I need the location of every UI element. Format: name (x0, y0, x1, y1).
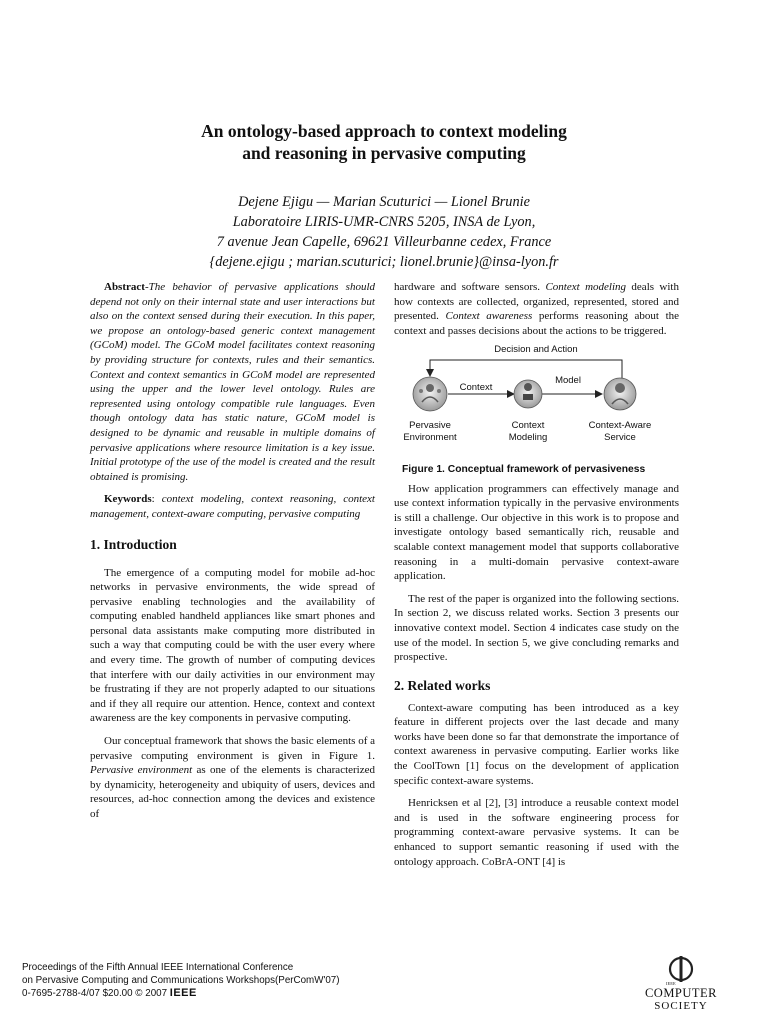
logo-computer: COMPUTER (644, 986, 718, 1000)
right-paragraph-4: Context-aware computing has been introduced as a key feature in different projects over the last decade and many works have been done so far that demonstrate the importance of context awareness in pervasive computing. Earlier works like the CoolTown [1] focus on the development of application specific context-aware systems. (394, 701, 679, 787)
node1-label-line2: Environment (403, 432, 457, 444)
fig-context-arrow-label: Context (459, 382, 493, 394)
emails: {dejene.ejigu ; marian.scuturici; lionel.brunie}@insa-lyon.fr (209, 254, 559, 270)
figure-caption: Figure 1. Conceptual framework of pervasiveness (402, 463, 646, 475)
node2-label-line1: Context (511, 420, 545, 432)
logo-society: SOCIETY (654, 1000, 708, 1012)
title-line-2: and reasoning in pervasive computing (242, 143, 526, 163)
affiliation: Laboratoire LIRIS-UMR-CNRS 5205, INSA de Lyon, (232, 214, 536, 230)
abstract-paragraph: Abstract-The behavior of pervasive applications should depend not only on their internal state and user interactions but also on the context sensed during their execution. In this paper, we propose an ontology-based generic context management (GCoM) model. The GCoM model facilitates context reasoning by providing structure for contexts, rules and their semantics. Context and context semantics in GCoM model are represented using the upper and the lower level ontology. Rules are represented using ontology compatible rule languages. Even though ontology data has static nature, GCoM model is designed to be dynamic and reusable in multiple domains of pervasive applications where resource limitation is a key issue. Initial prototype of the use of the model is created and the result obtained is promising. (90, 281, 375, 483)
node1-label-line1: Pervasive (409, 420, 451, 432)
context-aware-service-node (589, 378, 652, 443)
intro-paragraph-1: The emergence of a computing model for mobile ad-hoc networks in pervasive environments, the wide spread of pervasive enabling technologies and the availability of computing enabled handheld appliances like smart phones and personal data assistants make computing more distributed in such a way that computing could be with the user every where and every time. The growth of number of computing devices that interfere with our daily activities in our environment may be frustrating if they are not properly adapted to our situations and if they all require our attention. Hence, context and context awareness are the key components in pervasive computing. (90, 566, 375, 725)
right-p1-emphasis-1: Context modeling (545, 281, 627, 293)
right-paragraph-3: The rest of the paper is organized into the following sections. In section 2, we discuss related works. Section 3 presents our innovative context model. Section 4 indicates case study on the use of the model. In section 5, we give concluding remarks and prospective. (394, 592, 679, 664)
footer-line-3 (22, 987, 362, 1001)
section-heading-introduction: 1. Introduction (90, 536, 177, 552)
title-line-1: An ontology-based approach to context modeling (201, 121, 567, 141)
keywords-paragraph: Keywords: context modeling, context reasoning, context management, context-aware computing, pervasive computing (90, 493, 375, 520)
right-p1-emphasis-2: Context awareness (445, 310, 533, 323)
intro-p2-part-b: as one of the elements is characterized by dynamicity, heterogeneity and ubiquity of users, devices and resources, ad-hoc connection among the devices and existence of (90, 764, 375, 820)
node3-label-line2: Service (604, 432, 636, 444)
feedback-arrow (430, 360, 622, 382)
abstract-text: The behavior of pervasive applications should depend not only on their internal state and user interactions but also on the context sensed during their execution. In this paper, we propose an ontology-based generic context management (GCoM) model. The GCoM model facilitates context reasoning by providing structure for contexts, rules and their semantics. Context and context semantics in GCoM model are represented using the upper and the lower level ontology. Rules are represented using ontology compatible rule languages. Even though ontology data has static nature, GCoM model is designed to be dynamic and reusable in multiple domains of pervasive applications where resource limitation is a key issue. Initial prototype of the use of the model is created and the result obtained is promising. (90, 281, 375, 483)
abstract-label: Abstract (104, 281, 145, 293)
address: 7 avenue Jean Capelle, 69621 Villeurbanne cedex, France (216, 234, 552, 250)
computer-society-logo (636, 955, 726, 1019)
node2-label-line2: Modeling (508, 432, 548, 444)
right-p1-part-a: hardware and software sensors. (394, 281, 546, 293)
node3-label-line1: Context-Aware (588, 420, 652, 432)
footer-line-2: on Pervasive Computing and Communications Workshops(PerComW'07) (22, 974, 340, 986)
ieee-logo-text: IEEE (169, 987, 197, 999)
section-heading-related-works: 2. Related works (394, 677, 491, 693)
figure-1 (394, 342, 679, 477)
footer-isbn: 0-7695-2788-4/07 $20.00 © 2007 (22, 988, 170, 999)
intro-p2-part-a: Our conceptual framework that shows the basic elements of a pervasive computing environment is given in Figure 1. (90, 735, 375, 762)
right-p1-part-c: performs reasoning about the context and passes decisions about the actions to be triggered. (394, 310, 680, 337)
author-block (60, 192, 708, 272)
conceptual-framework-diagram (394, 342, 679, 454)
keywords-label: Keywords (104, 493, 152, 506)
left-column (90, 280, 375, 822)
proceedings-footer (22, 962, 362, 1001)
context-modeling-node (509, 380, 548, 443)
intro-p2-emphasis: Pervasive environment (90, 764, 193, 777)
fig-model-arrow-label: Model (555, 375, 581, 387)
footer-line-1: Proceedings of the Fifth Annual IEEE International Conference (22, 962, 294, 973)
pervasive-environment-node (403, 377, 457, 443)
right-column (394, 280, 679, 869)
paper-title (60, 120, 708, 164)
fig-top-label: Decision and Action (494, 344, 578, 356)
keywords-text: context modeling, context reasoning, context management, context-aware computing, pervasive computing (90, 493, 375, 520)
right-paragraph-5: Henricksen et al [2], [3] introduce a reusable context model and is used in the software engineering process for programming context-aware pervasive systems. It can be enhanced to support semantic reasoning if used with the ontology approach. CoBrA-ONT [4] is (394, 797, 679, 868)
intro-paragraph-2 (90, 734, 375, 822)
right-paragraph-2: How application programmers can effectively manage and use context information typically in the pervasive environments is still a challenge. Our objective in this work is to propose and investigate ontology based semantically rich, reusable and scalable context management model that supports collaborative reasoning in a multi-domain pervasive context-aware application. (394, 482, 679, 583)
authors: Dejene Ejigu — Marian Scuturici — Lionel Brunie (238, 194, 530, 210)
logo-small-text: IEEE (666, 981, 676, 986)
right-paragraph-1 (394, 280, 679, 338)
right-p1-part-b: deals with how contexts are collected, organized, represented, stored and presented. (394, 281, 679, 323)
